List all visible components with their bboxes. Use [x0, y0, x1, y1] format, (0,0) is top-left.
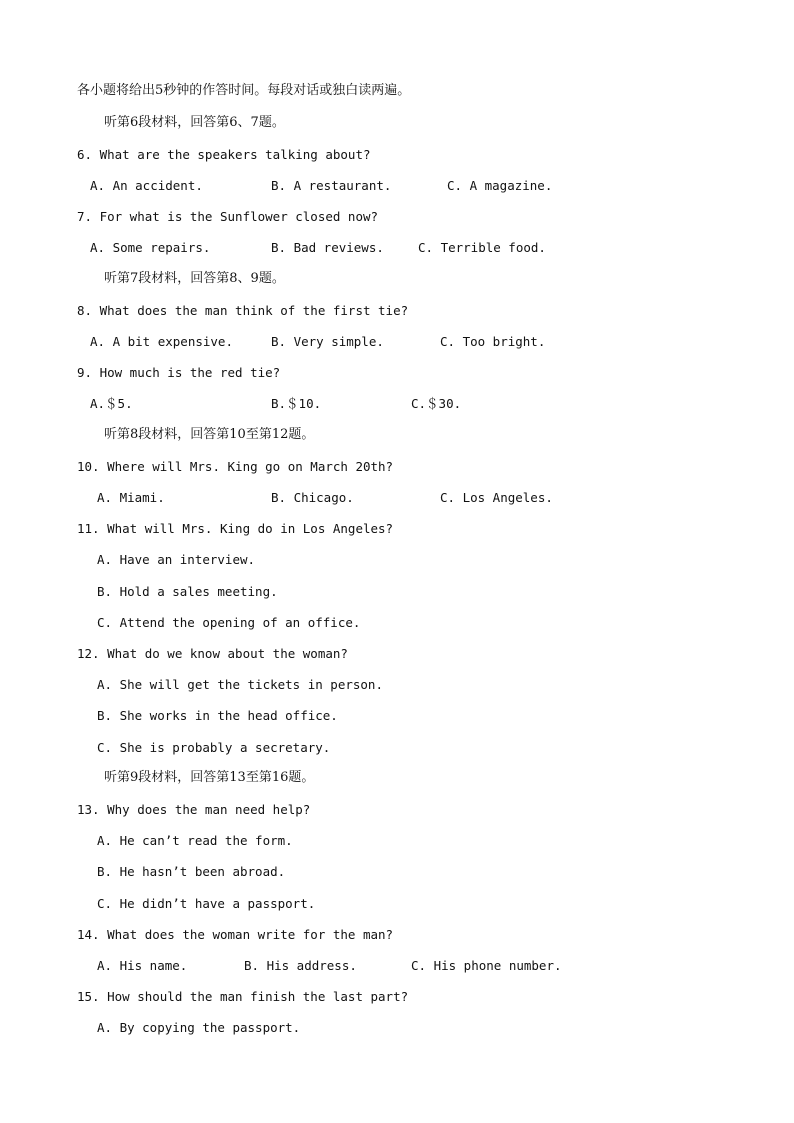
q8-option-a: A. A bit expensive. [90, 334, 233, 349]
q6-option-a: A. An accident. [90, 178, 203, 193]
question-11: 11. What will Mrs. King do in Los Angeles? [77, 521, 394, 536]
question-6: 6. What are the speakers talking about? [77, 147, 371, 162]
question-14: 14. What does the woman write for the man? [77, 927, 394, 942]
q10-option-c: C. Los Angeles. [440, 490, 553, 505]
q10-option-b: B. Chicago. [271, 490, 354, 505]
q7-option-a: A. Some repairs. [90, 240, 211, 255]
q11-option-c: C. Attend the opening of an office. [97, 615, 361, 630]
question-13: 13. Why does the man need help? [77, 802, 311, 817]
q12-option-a: A. She will get the tickets in person. [97, 677, 383, 692]
section-9-heading: 听第9段材料，回答第13至第16题。 [104, 770, 315, 785]
question-9: 9. How much is the red tie? [77, 365, 281, 380]
q6-option-c: C. A magazine. [447, 178, 553, 193]
q15-option-a: A. By copying the passport. [97, 1020, 301, 1035]
q11-option-a: A. Have an interview. [97, 552, 256, 567]
question-15: 15. How should the man finish the last part? [77, 989, 409, 1004]
q7-option-c: C. Terrible food. [418, 240, 546, 255]
q13-option-b: B. He hasn’t been abroad. [97, 864, 286, 879]
q10-option-a: A. Miami. [97, 490, 165, 505]
q14-option-a: A. His name. [97, 958, 188, 973]
q11-option-b: B. Hold a sales meeting. [97, 584, 278, 599]
q12-option-c: C. She is probably a secretary. [97, 740, 331, 755]
q13-option-c: C. He didn’t have a passport. [97, 896, 316, 911]
q8-option-c: C. Too bright. [440, 334, 546, 349]
q9-option-c: C.＄30. [411, 396, 462, 411]
q14-option-b: B. His address. [244, 958, 357, 973]
section-7-heading: 听第7段材料，回答第8、9题。 [104, 271, 285, 286]
question-12: 12. What do we know about the woman? [77, 646, 348, 661]
section-8-heading: 听第8段材料，回答第10至第12题。 [104, 427, 315, 442]
question-7: 7. For what is the Sunflower closed now? [77, 209, 379, 224]
question-10: 10. Where will Mrs. King go on March 20th? [77, 459, 394, 474]
q9-option-a: A.＄5. [90, 396, 133, 411]
q13-option-a: A. He can’t read the form. [97, 833, 293, 848]
q7-option-b: B. Bad reviews. [271, 240, 384, 255]
q6-option-b: B. A restaurant. [271, 178, 392, 193]
question-8: 8. What does the man think of the first tie? [77, 303, 409, 318]
intro-text: 各小题将给出5秒钟的作答时间。每段对话或独白读两遍。 [77, 83, 411, 98]
section-6-heading: 听第6段材料，回答第6、7题。 [104, 115, 285, 130]
q9-option-b: B.＄10. [271, 396, 322, 411]
q12-option-b: B. She works in the head office. [97, 708, 338, 723]
q8-option-b: B. Very simple. [271, 334, 384, 349]
q14-option-c: C. His phone number. [411, 958, 562, 973]
